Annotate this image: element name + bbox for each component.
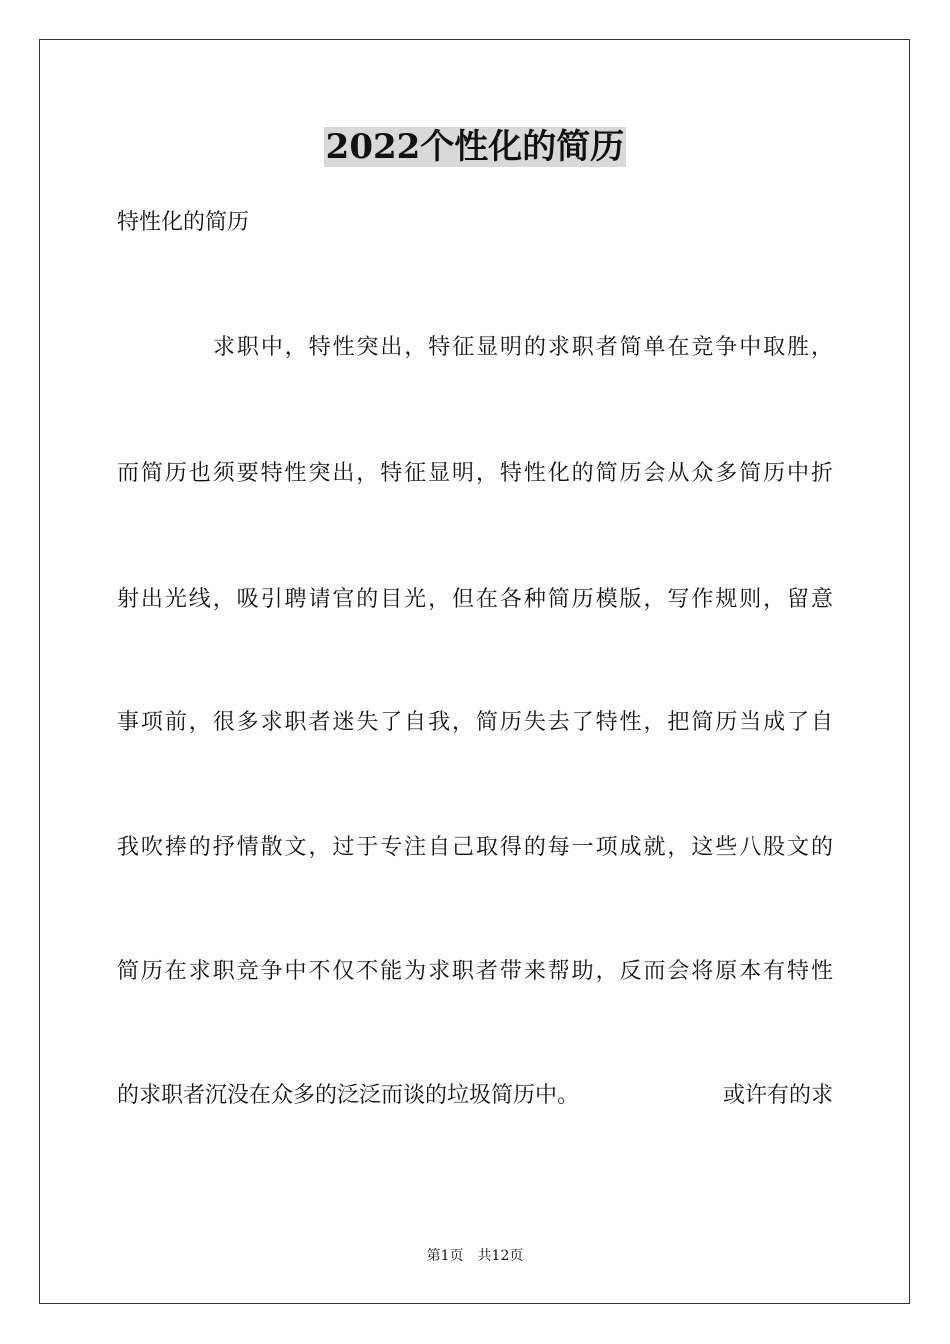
- body-line-7: [117, 1081, 833, 1111]
- body-line-4: 事项前，很多求职者迷失了自我，简历失去了特性，把简历当成了自: [117, 710, 833, 735]
- document-title-text: 2022个性化的简历: [325, 127, 625, 167]
- body-line-7-right: 或许有的求: [722, 1083, 833, 1108]
- body-line-3: 射出光线，吸引聘请官的目光，但在各种简历模版，写作规则，留意: [117, 587, 833, 612]
- page-number: 第1页: [426, 1248, 464, 1264]
- document-subtitle: 特性化的简历: [117, 210, 250, 235]
- body-line-2: 而简历也须要特性突出，特征显明，特性化的简历会从众多简历中折: [117, 461, 833, 486]
- document-title: [0, 124, 950, 170]
- body-line-6: 简历在求职竞争中不仅不能为求职者带来帮助，反而会将原本有特性: [117, 959, 833, 984]
- body-line-7-left: 的求职者沉没在众多的泛泛而谈的垃圾简历中。: [117, 1083, 580, 1108]
- page-total: 共12页: [477, 1248, 524, 1264]
- body-line-5: 我吹捧的抒情散文，过于专注自己取得的每一项成就，这些八股文的: [117, 835, 833, 860]
- body-line-1: 求职中，特性突出，特征显明的求职者简单在竞争中取胜，: [213, 335, 833, 360]
- page-footer: [0, 1246, 950, 1266]
